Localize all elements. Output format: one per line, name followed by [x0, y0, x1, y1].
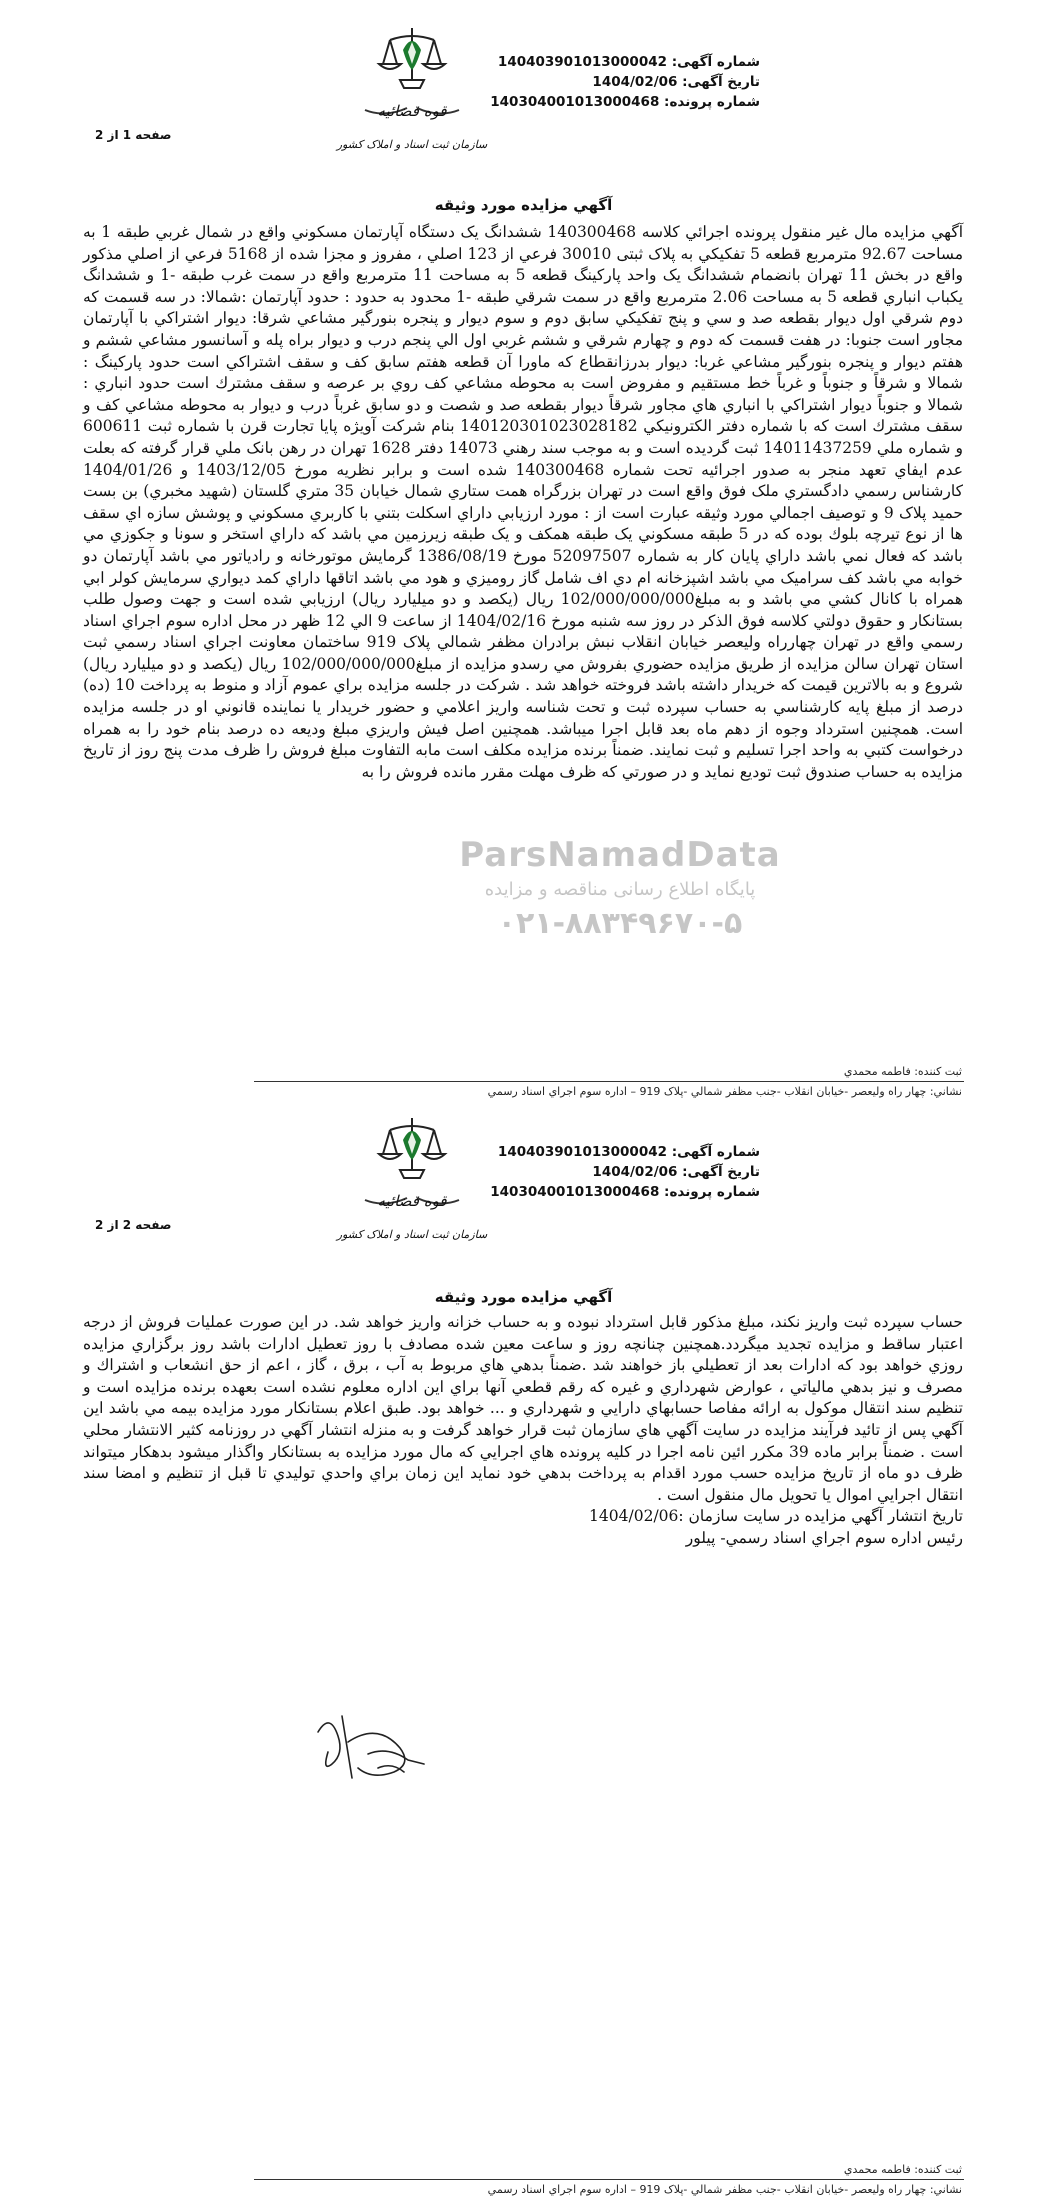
notice-number: شماره آگهی: 140403901013000042	[497, 54, 760, 70]
logo-text-top: قوه قضائیه	[377, 1192, 447, 1210]
notice-title: آگهي مزايده مورد وثيقه	[434, 196, 613, 214]
footer-address: نشاني: چهار راه وليعصر -خيابان انقلاب -جنب مظفر شمالي -پلاک 919 – اداره سوم اجراي اسناد رسمي	[487, 1085, 962, 1098]
notice-body	[83, 222, 963, 783]
notice-date: تاریخ آگهی: 1404/02/06	[592, 74, 760, 90]
watermark-phone: ۰۲۱-۸۸۳۴۹۶۷۰-۵	[497, 906, 743, 941]
notice-meta	[490, 52, 760, 112]
footer-divider	[254, 2179, 964, 2180]
notice-date: تاریخ آگهی: 1404/02/06	[592, 1164, 760, 1180]
footer-address: نشاني: چهار راه وليعصر -خيابان انقلاب -جنب مظفر شمالي -پلاک 919 – اداره سوم اجراي اسناد رسمي	[487, 2183, 962, 2196]
footer-registrar: ثبت كننده: فاطمه محمدي	[843, 1065, 962, 1078]
logo-text-bottom: سازمان ثبت اسناد و املاک کشور	[336, 138, 488, 151]
notice-body	[83, 1312, 963, 1550]
notice-title: آگهي مزايده مورد وثيقه	[434, 1288, 613, 1306]
watermark-brand: ParsNamadData	[459, 835, 781, 875]
judiciary-emblem-icon	[336, 1110, 488, 1250]
signer-title: رئيس اداره سوم اجراي اسناد رسمي- پيلور	[685, 1528, 963, 1547]
publish-date-line: تاريخ انتشار آگهي مزايده در سايت سازمان :1404/02/06	[589, 1507, 963, 1526]
page-number: صفحه 1 از 2	[95, 128, 172, 142]
judiciary-emblem-icon	[336, 20, 488, 160]
body-paragraph: حساب سپرده ثبت واريز نكند، مبلغ مذكور قابل استرداد نبوده و به حساب خزانه واريز خواهد شد. در اين صورت عمليات فروش از درجه اعتبار ساقط و مزايده تجديد ميگردد.همچنين چنانچه روز و ساعت معين شده مصادف با روز تعطيل ادارات باشد روز برگزاري مزايده روزي خواهد بود كه ادارات بعد از تعطيلي باز خواهند شد .ضمناً بدهي هاي مربوط به آب ، برق ، گاز ، اعم از حق انشعاب و اشتراك و مصرف و نيز بدهي مالياتي ، عوارض شهرداري و غيره كه رقم قطعي آنها براي اين اداره معلوم نشده است بعهده برنده مزايده است و تنظيم سند انتقال موكول به ارائه مفاصا حسابهاي دارايي و شهرداري و ... خواهد بود. طبق اعلام بستانكار مورد مزايده بيمه مي باشد اين آگهي پس از تائيد فرآيند مزايده در سايت آگهي هاي سازمان ثبت قرار خواهد گرفت و به منزله انتشار آگهي در روزنامه كثير الانتشار محلي است . ضمناً برابر ماده 39 مكرر ائين نامه اجرا در كليه پرونده هاي اجرايي كه مال مورد مزايده به بستانكار واگذار ميشود بدهكار ميتواند ظرف دو ماه از تاريخ مزايده حسب مورد اقدام به پرداخت بدهي خود نمايد اين زمان براي واحدي توليدي تا قبل از تنظيم و امضا سند انتقال اجرايي اموال يا تحويل مال منقول است .	[83, 1313, 964, 1504]
logo-text-bottom: سازمان ثبت اسناد و املاک کشور	[336, 1228, 488, 1241]
signature-icon	[308, 1702, 433, 1797]
case-number: شماره پرونده: 140304001013000468	[490, 94, 760, 110]
page-number: صفحه 2 از 2	[95, 1218, 172, 1232]
footer-divider	[254, 1081, 964, 1082]
notice-meta	[490, 1142, 760, 1202]
logo-text-top: قوه قضائیه	[377, 102, 447, 120]
case-number: شماره پرونده: 140304001013000468	[490, 1184, 760, 1200]
watermark-subtitle: پایگاه اطلاع رسانی مناقصه و مزایده	[484, 879, 756, 900]
body-paragraph: آگهي مزايده مال غير منقول پرونده اجرائي كلاسه 140300468 ششدانگ يک دستگاه آپارتمان مسكوني واقع در شمال غربي طبقه 1 به مساحت 92.67 مترمربع قطعه 5 تفكيكي به پلاک ثبتی 30010 فرعي از 123 اصلي ، مفروز و مجزا شده از 5168 فرعي از اصلي مذكور واقع در بخش 11 تهران بانضمام ششدانگ يک واحد پاركينگ قطعه 5 به مساحت 11 مترمربع واقع در سمت غرب طبقه -1 و ششدانگ يكباب انباري قطعه 5 به مساحت 2.06 مترمربع واقع در سمت شرقي طبقه -1 محدود به حدود : حدود آپارتمان :شمالا: در سه قسمت كه دوم شرقي اول ديوار بقطعه صد و سي و پنج تفكيكي سابق دوم و سوم ديوار و پنجره بنورگير مشاعي شرقا: ديوار اشتراكي با آپارتمان مجاور است جنوبا: در هفت قسمت كه دوم و چهارم شرقي و ششم غربي اول الي پنجم درب و ديوار براه پله و آسانسور مشاعي ششم و هفتم ديوار و پنجره بنورگير مشاعي غربا: ديوار بدرزانقطاع كه ماورا آن قطعه هفتم سابق كف و سقف اشتراكي است حدود پاركينگ : شمالا و شرقاً و جنوباً و غرباً خط مستقيم و مفروض است به محوطه مشاعي كف روي بر عرصه و سقف مشترك است حدود انباري : شمالا و جنوباً ديوار اشتراكي با انباري هاي مجاور شرقاً ديوار بقطعه صد و شصت و دو سابق غرباً درب و ديوار به محوطه مشاعي كف و سقف مشترك است كه با شماره دفتر الكترونيكي 140120301023028182 بنام شركت آويژه پايا تجارت قرن با شماره ثبت 600611 و شماره ملي 14011437259 ثبت گرديده است و به موجب سند رهني 14073 دفتر 1628 تهران در رهن بانک ملي قرار گرفته كه بعلت عدم ايفاي تعهد منجر به صدور اجرائيه تحت شماره 140300468 شده است و برابر نظريه مورخ 1403/12/05 و 1404/01/26 كارشناس رسمي دادگستري ملک فوق واقع است در تهران بزرگراه همت ستاري شمال خيابان 35 متري گلستان (شهيد مخبري) بن بست حميد پلاک 9 و توصيف اجمالي مورد وثيقه عبارت است از : مورد ارزيابي داراي اسكلت بتني با كاربري مسكوني و پوشش سازه اي سقف ها از نوع تيرچه بلوك بوده كه در 5 طبقه مسكوني يک طبقه همكف و يک طبقه زيرزمين مي باشد كه داراي استخر و سونا و جكوزي مي باشد كه فعال نمي باشد داراي پايان كار به شماره 52097507 مورخ 1386/08/19 گرمايش موتورخانه و رادياتور مي باشد آپارتمان دو خوابه مي باشد كف سراميک مي باشد اشپزخانه ام دي اف شامل گاز روميزي و هود مي باشد اتاقها داراي كمد ديواري سرمايش كولر ابي همراه با كانال كشي مي باشد و به مبلغ102/000/000/000 ريال (يكصد و دو ميليارد ريال) ارزيابي شده است و جهت وصول طلب بستانكار و حقوق دولتي كلاسه فوق الذكر در روز سه شنبه مورخ 1404/02/16 از ساعت 9 الي 12 ظهر در محل اداره سوم اجراي اسناد رسمي واقع در تهران چهارراه وليعصر خيابان انقلاب نبش برادران مظفر شمالي پلاک 919 ساختمان معاونت اجراي اسناد رسمي ثبت استان تهران سالن مزايده از طريق مزايده حضوري بفروش مي رسدو مزايده از مبلغ102/000/000/000 ريال (يكصد و دو ميليارد ريال) شروع و به بالاترين قيمت كه خريدار داشته باشد فروخته خواهد شد . شركت در جلسه مزايده براي عموم آزاد و منوط به پرداخت 10 (ده) درصد از مبلغ پايه كارشناسي به حساب سپرده ثبت و تحت شناسه واريز اعلامي و حضور خريدار يا نماينده قانوني او در جلسه مزايده است. همچنين استرداد وجوه از دهم ماه بعد قابل اجرا ميباشد. همچنين اصل فيش واريزي مبلغ وديعه ده درصد بنام خود را به همراه درخواست كتبي به واحد اجرا تسليم و ثبت نمايند. ضمناً برنده مزايده مكلف است مابه التفاوت مبلغ فروش را ظرف مدت پنج روز از تاريخ مزايده به حساب صندوق ثبت توديع نمايد و در صورتي كه ظرف مهلت مقرر مانده فروش را به	[83, 223, 964, 781]
notice-page-2	[0, 1090, 1047, 2205]
notice-number: شماره آگهی: 140403901013000042	[497, 1144, 760, 1160]
watermark	[270, 835, 970, 941]
footer-registrar: ثبت كننده: فاطمه محمدي	[843, 2163, 962, 2176]
notice-page-1	[0, 0, 1047, 1098]
